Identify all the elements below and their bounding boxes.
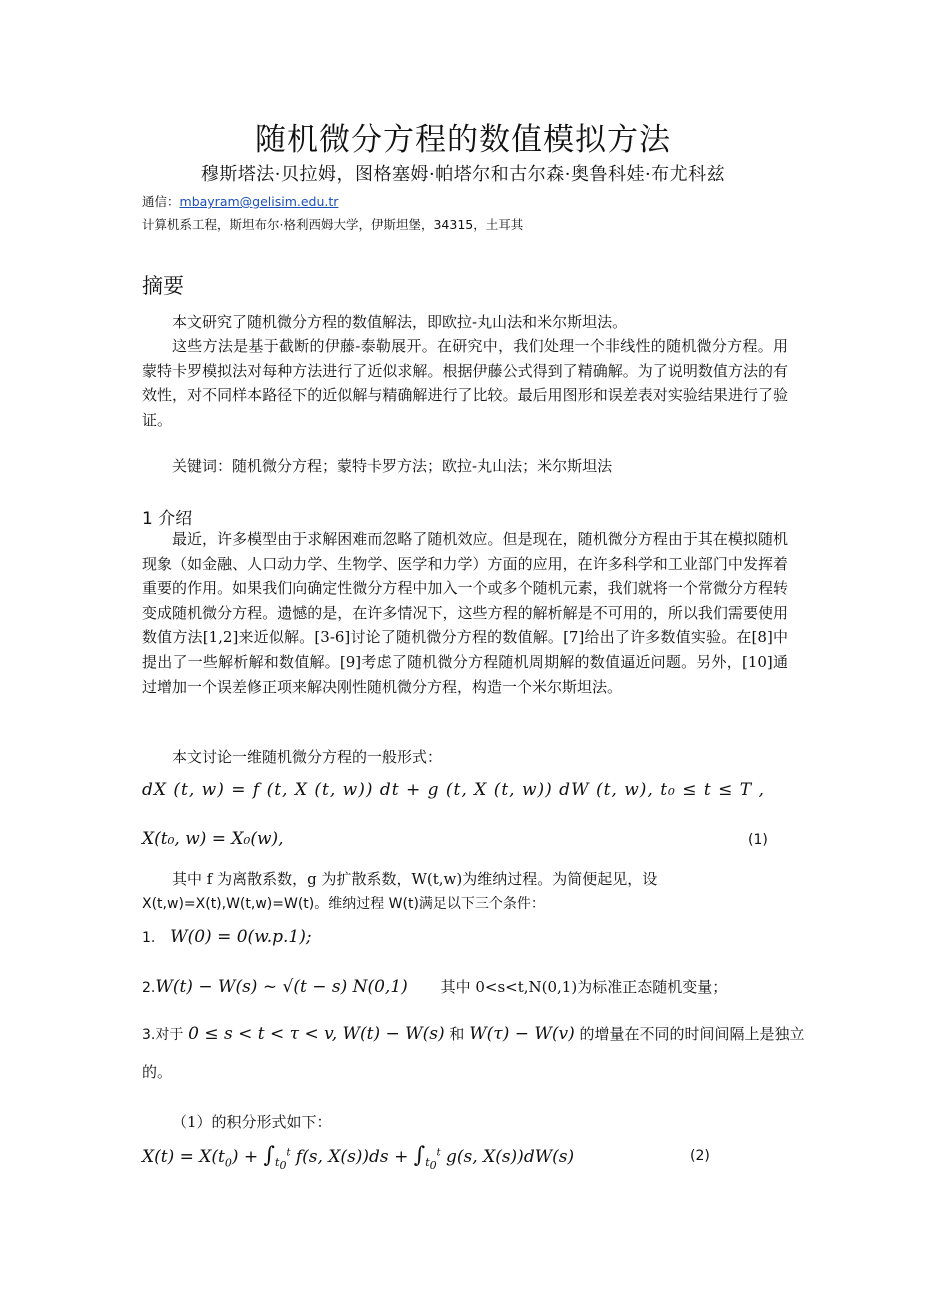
- paper-title: 随机微分方程的数值模拟方法: [255, 122, 671, 158]
- condition-2: [142, 976, 727, 997]
- abstract-paragraph-2: 这些方法是基于截断的伊藤-泰勒展开。在研究中，我们处理一个非线性的随机微分方程。用蒙特卡罗模拟法对每种方法进行了近似求解。根据伊藤公式得到了精确解。为了说明数值方法的有效性，对不同样本路径下的近似解与精确解进行了比较。最后用图形和误差表对实验结果进行了验证。: [142, 337, 788, 429]
- author-list: 穆斯塔法·贝拉姆，图格塞姆·帕塔尔和古尔森·奥鲁科娃·布尤科兹: [200, 164, 726, 185]
- description-line-1: 其中 f 为离散系数，g 为扩散系数，W(t,w)为维纳过程。为简便起见，设: [172, 870, 658, 888]
- keywords: 关键词：随机微分方程；蒙特卡罗方法；欧拉-丸山法；米尔斯坦法: [172, 457, 613, 475]
- equation-1-line-1: dX (t, w) = f (t, X (t, w)) dt + g (t, X (t, w)) dW (t, w), t₀ ≤ t ≤ T ,: [142, 780, 765, 800]
- integral-form-intro: （1）的积分形式如下：: [172, 1113, 332, 1131]
- condition-3-continued: 的。: [142, 1063, 173, 1081]
- abstract-paragraph-1: 本文研究了随机微分方程的数值解法，即欧拉-丸山法和米尔斯坦法。: [172, 313, 628, 331]
- correspondence-label: 通信：: [142, 194, 180, 209]
- introduction-paragraph-1: 最近，许多模型由于求解困难而忽略了随机效应。但是现在，随机微分方程由于其在模拟随机现象（如金融、人口动力学、生物学、医学和力学）方面的应用，在许多科学和工业部门中发挥着重要的作用。如果我们向确定性微分方程中加入一个或多个随机元素，我们就将一个常微分方程转变成随机微分方程。遗憾的是，在许多情况下，这些方程的解析解是不可用的，所以我们需要使用数值方法[1,2]来近似解。[3-6]讨论了随机微分方程的数值解。[7]给出了许多数值实验。在[8]中提出了一些解析解和数值解。[9]考虑了随机微分方程随机周期解的数值逼近问题。另外，[10]通过增加一个误差修正项来解决刚性随机微分方程，构造一个米尔斯坦法。: [142, 530, 788, 696]
- condition-2-text: 其中 0<s<t,N(0,1)为标准正态随机变量；: [440, 978, 728, 996]
- condition-1-formula: W(0) = 0(w.p.1);: [170, 927, 312, 947]
- condition-1: [142, 927, 312, 947]
- condition-2-formula: W(t) − W(s) ~ √(t − s) N(0,1): [155, 977, 408, 997]
- condition-3-increment-1: , W(t) − W(s): [331, 1024, 445, 1044]
- condition-3: [142, 1023, 805, 1044]
- abstract-heading: 摘要: [142, 274, 184, 298]
- condition-3-increment-2: W(τ) − W(v): [469, 1024, 575, 1044]
- email-link[interactable]: mbayram@gelisim.edu.tr: [179, 194, 339, 209]
- equation-2: $X(t) = X(t_0) + \int_{t_0}^t$ f(s, $X(s))ds + \int_{t_0}^t$ g(s, X(s))dW(s): [142, 1143, 575, 1173]
- equation-1-line-2: X(t₀, w) = X₀(w),: [142, 829, 284, 849]
- condition-2-number: 2.: [142, 980, 156, 996]
- equation-1-number: (1): [748, 832, 768, 848]
- correspondence-line: [142, 192, 338, 210]
- condition-1-number: 1.: [142, 930, 156, 946]
- section-heading-introduction: 1 介绍: [142, 509, 193, 529]
- affiliation: 计算机系工程，斯坦布尔·格利西姆大学，伊斯坦堡，34315，土耳其: [142, 217, 524, 232]
- equation-2-number: (2): [690, 1148, 710, 1164]
- condition-3-and: 和: [449, 1025, 465, 1043]
- introduction-paragraph-2: 本文讨论一维随机微分方程的一般形式：: [172, 748, 443, 766]
- condition-3-text: 的增量在不同的时间间隔上是独立: [579, 1025, 805, 1043]
- description-line-2: X(t,w)=X(t),W(t,w)=W(t)。维纳过程 W(t)满足以下三个条件：: [142, 896, 545, 912]
- condition-3-prefix: 3.对于: [142, 1027, 184, 1043]
- condition-3-inequality: 0 ≤ s < t < τ < v: [188, 1024, 332, 1044]
